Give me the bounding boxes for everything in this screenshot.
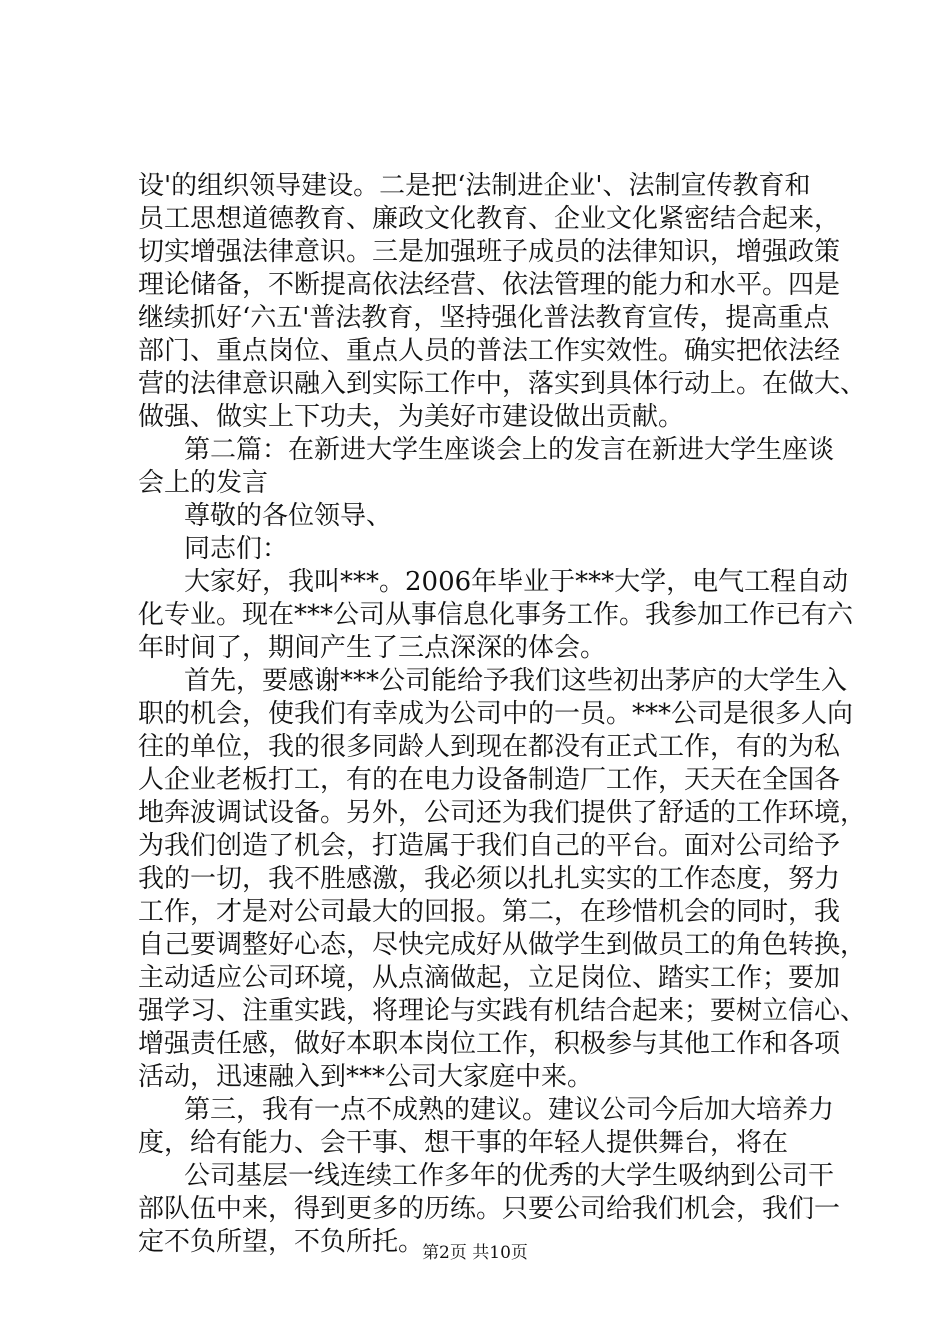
text-line: 为我们创造了机会，打造属于我们自己的平台。面对公司给予 bbox=[138, 831, 841, 861]
text-line: 地奔波调试设备。另外，公司还为我们提供了舒适的工作环境， bbox=[138, 798, 867, 828]
text-line: 部门、重点岗位、重点人员的普法工作实效性。确实把依法经 bbox=[138, 336, 841, 366]
text-line: 员工思想道德教育、廉政文化教育、企业文化紧密结合起来， bbox=[138, 204, 841, 234]
text-line: 职的机会，使我们有幸成为公司中的一员。***公司是很多人向 bbox=[138, 699, 854, 729]
text-line: 人企业老板打工，有的在电力设备制造厂工作，天天在全国各 bbox=[138, 765, 841, 795]
text-line: 活动，迅速融入到***公司大家庭中来。 bbox=[138, 1062, 594, 1092]
text-line: 往的单位，我的很多同龄人到现在都没有正式工作，有的为私 bbox=[138, 732, 841, 762]
text-line: 尊敬的各位领导、 bbox=[184, 501, 393, 531]
text-line: 年时间了，期间产生了三点深深的体会。 bbox=[138, 633, 607, 663]
text-line: 切实增强法律意识。三是加强班子成员的法律知识，增强政策 bbox=[138, 237, 841, 267]
text-line: 增强责任感，做好本职本岗位工作，积极参与其他工作和各项 bbox=[138, 1029, 841, 1059]
text-line: 做强、做实上下功夫，为美好市建设做出贡献。 bbox=[138, 402, 685, 432]
text-line: 我的一切，我不胜感激，我必须以扎扎实实的工作态度，努力 bbox=[138, 864, 841, 894]
text-line: 公司基层一线连续工作多年的优秀的大学生吸纳到公司干 bbox=[184, 1161, 835, 1191]
text-line: 主动适应公司环境，从点滴做起，立足岗位、踏实工作；要加 bbox=[138, 963, 841, 993]
text-line: 营的法律意识融入到实际工作中，落实到具体行动上。在做大、 bbox=[138, 369, 867, 399]
text-line: 强学习、注重实践，将理论与实践有机结合起来；要树立信心、 bbox=[138, 996, 867, 1026]
document-body bbox=[138, 170, 867, 1259]
text-line: 同志们： bbox=[184, 534, 289, 564]
text-line: 定不负所望，不负所托。 bbox=[138, 1227, 425, 1257]
text-line: 第二篇：在新进大学生座谈会上的发言在新进大学生座谈 bbox=[184, 435, 835, 465]
text-line: 大家好，我叫***。2006年毕业于***大学，电气工程自动 bbox=[184, 567, 849, 597]
text-line: 继续抓好‘六五'普法教育，坚持强化普法教育宣传，提高重点 bbox=[138, 303, 830, 333]
text-line: 理论储备，不断提高依法经营、依法管理的能力和水平。四是 bbox=[138, 270, 841, 300]
text-line: 设'的组织领导建设。二是把‘法制进企业'、法制宣传教育和 bbox=[138, 171, 811, 201]
text-line: 第三，我有一点不成熟的建议。建议公司今后加大培养力 bbox=[184, 1095, 835, 1125]
text-line: 度，给有能力、会干事、想干事的年轻人提供舞台，将在 bbox=[138, 1128, 789, 1158]
page-footer: 第2页 共10页 bbox=[422, 1243, 528, 1263]
text-line: 部队伍中来，得到更多的历练。只要公司给我们机会，我们一 bbox=[138, 1194, 841, 1224]
text-line: 会上的发言 bbox=[138, 468, 269, 498]
text-line: 工作，才是对公司最大的回报。第二，在珍惜机会的同时，我 bbox=[138, 897, 841, 927]
text-line: 首先，要感谢***公司能给予我们这些初出茅庐的大学生入 bbox=[184, 666, 848, 696]
text-line: 自己要调整好心态，尽快完成好从做学生到做员工的角色转换， bbox=[138, 930, 867, 960]
text-line: 化专业。现在***公司从事信息化事务工作。我参加工作已有六 bbox=[138, 600, 854, 630]
